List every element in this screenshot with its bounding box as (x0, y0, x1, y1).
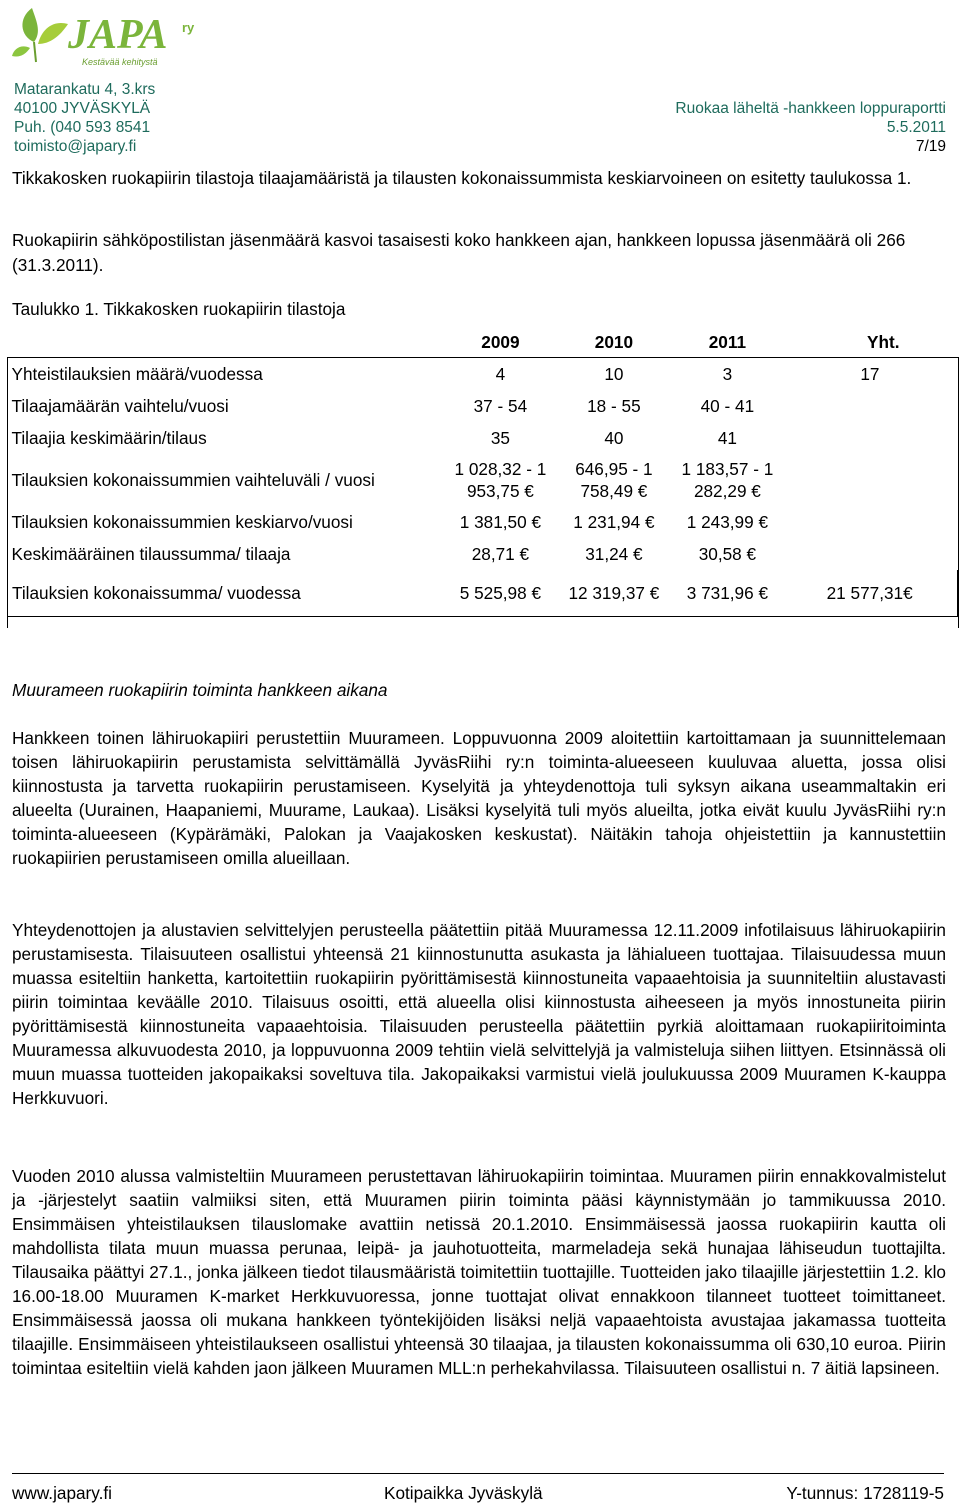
address-phone: Puh. (040 593 8541 (14, 119, 151, 136)
address-email: toimisto@japary.fi (14, 138, 137, 155)
table-cell: 35 (490, 428, 510, 448)
logo-suffix: ry (182, 20, 195, 35)
table-cell: 37 - 54 (473, 396, 528, 416)
table-cell (782, 538, 957, 570)
row-label: Tilauksien kokonaissumma/ vuodessa (8, 570, 446, 617)
table-row (8, 570, 958, 617)
leaf-icon (22, 8, 37, 42)
table-cell: 17 (860, 364, 880, 384)
table-row (8, 454, 958, 506)
address-street: Matarankatu 4, 3.krs (14, 81, 156, 98)
section-paragraph-1: Hankkeen toinen lähiruokapiiri perustettiin Muurameen. Loppuvuonna 2009 aloitettiin kartoittamaan ja suunnittelemaan toisen lähiruokapiirin perustamista selvittämällä JyväsRiihi ry:n toiminta-alueeseen kuuluvaa aluetta, jossa olisi kiinnostusta ja tarvetta ruokapiirin perustamiseen. Kyselyitä ja yhteydenottoja tuli syksyn aikana useammaltakin eri alueelta (Uurainen, Haapaniemi, Muurame, Laukaa). Lisäksi kyselyitä tuli myös alueilta, jotka eivät kuulu JyväsRiihi ry:n toiminta-alueeseen (Kypärämäki, Palokan ja Vaajakosken keskustat). Näitäkin tahoja ohjeistettiin ja kannustettiin ruokapiirien perustamiseen omilla alueillaan. (12, 728, 946, 868)
table-row (8, 390, 958, 422)
row-label: Yhteistilauksien määrä/vuodessa (11, 363, 263, 384)
report-date: 5.5.2011 (886, 119, 946, 136)
table-header-cell: 2009 (481, 332, 520, 353)
table-cell: 1 183,57 - 1 282,29 € (681, 459, 774, 501)
table-row (8, 358, 958, 391)
footer-divider (12, 1473, 944, 1474)
table-cell (782, 506, 957, 538)
japa-logo-graphic (12, 2, 202, 68)
intro-paragraph-1: Tikkakosken ruokapiirin tilastoja tilaajamääristä ja tilausten kokonaissummista keskiarvoineen on esitetty taulukossa 1. (12, 168, 912, 188)
report-title: Ruokaa läheltä -hankkeen loppuraportti (675, 100, 946, 117)
table-cell: 646,95 - 1 758,49 € (575, 459, 653, 501)
footer-city: Kotipaikka Jyväskylä (384, 1483, 543, 1503)
leaf-icon (38, 23, 68, 44)
table-row (8, 506, 958, 538)
footer-business-id: Y-tunnus: 1728119-5 (786, 1483, 944, 1503)
address-block (14, 80, 155, 156)
table-cell: 5 525,98 € (445, 570, 555, 617)
footer-website: www.japary.fi (12, 1483, 112, 1503)
table-cell: 3 (722, 363, 733, 384)
header-right (675, 99, 946, 156)
leaf-icon (12, 46, 30, 56)
address-city: 40100 JYVÄSKYLÄ (14, 100, 151, 117)
table-cell: 4 (495, 363, 506, 384)
table-cell: 3 731,96 € (672, 570, 782, 617)
japa-logo (12, 2, 202, 68)
logo-wordmark: JAPA (68, 12, 168, 58)
table-cell: 1 231,94 € (573, 512, 655, 532)
row-label: Keskimääräinen tilaussumma/ tilaaja (11, 544, 291, 564)
table-cell (782, 454, 957, 506)
table-row (8, 538, 958, 570)
table-header-cell: 2011 (708, 332, 747, 353)
table-cell: 1 381,50 € (459, 512, 542, 532)
section-paragraph-3: Vuoden 2010 alussa valmisteltiin Muurameen perustettavan lähiruokapiirin toimintaa. Muuramen piirin ennakkovalmistelut ja -järjestelyt saatiin valmiiksi siten, että Muuramen piirin toiminta pääsi käynnistymään jo tammikuussa 2010. Ensimmäisen yhteistilauksen tilauslomake avattiin netissä 20.1.2010. Ensimmäisessä jaossa ruokapiirin kautta oli mahdollista tilata muun muassa perunaa, leipä- ja jauhotuotteita, marmeladeja sekä hunajaa lähiseudun tuottajilta. Tilausaika päättyi 27.1., jonka jälkeen tiedot tilausmääristä toimitettiin tuottajille. Tuotteiden jako tilaajille järjestettiin 1.2. klo 16.00-18.00 Muuramen K-market Herkkuvuoressa, jonne tuottajat olivat ennakkoon tilanneet tuotteet toimittaneet. Ensimmäisessä jaossa oli mukana hankkeen työntekijöiden lisäksi neljä vapaaehtoista avustajaa jakamassa tuotteita tilaajille. Ensimmäiseen yhteistilaukseen osallistui yhteensä 30 tilaajaa, ja tilausten kokonaissumma oli 630,10 euroa. Piirin toimintaa esiteltiin vielä kahden jaon jälkeen Muuramen MLL:n perhekahvilassa. Tilaisuuteen osallistui n. 7 äitiä lapsineen. (12, 1166, 946, 1378)
row-label: Tilauksien kokonaissummien vaihteluväli / vuosi (11, 470, 375, 490)
table-cell: 30,58 € (698, 544, 757, 564)
intro-paragraph-2: Ruokapiirin sähköpostilistan jäsenmäärä kasvoi tasaisesti koko hankkeen ajan, hankkeen lopussa jäsenmäärä oli 266 (31.3.2011). (12, 230, 906, 275)
stats-table (7, 327, 958, 617)
table-cell: 41 (717, 428, 737, 448)
table-cell: 31,24 € (585, 544, 643, 564)
table-header-cell: 2010 (594, 332, 634, 353)
table-cell: 12 319,37 € (555, 570, 672, 617)
table-cell: 40 (604, 428, 624, 448)
table-cell (782, 422, 957, 454)
logo-tagline: Kestävää kehitystä (82, 57, 158, 67)
row-label: Tilaajamäärän vaihtelu/vuosi (11, 396, 229, 416)
table-cell: 10 (604, 363, 624, 384)
row-label: Tilaajia keskimäärin/tilaus (11, 428, 207, 448)
table-cell: 1 243,99 € (686, 512, 769, 532)
section-title: Muurameen ruokapiirin toiminta hankkeen aikana (12, 680, 388, 700)
row-label: Tilauksien kokonaissummien keskiarvo/vuosi (11, 512, 353, 532)
table-header-row (8, 327, 958, 358)
table-caption: Taulukko 1. Tikkakosken ruokapiirin tilastoja (12, 299, 346, 319)
table-cell: 1 028,32 - 1 953,75 € (454, 459, 547, 501)
page-number: 7/19 (915, 138, 946, 155)
section-paragraph-2: Yhteydenottojen ja alustavien selvittelyjen perusteella päätettiin pitää Muuramessa 12.11.2009 infotilaisuus lähiruokapiirin perustamisesta. Tilaisuuteen osallistui yhteensä 21 kiinnostunutta asukasta ja lähialueen tuottajaa. Tilaisuudessa muun muassa esiteltiin hanketta, kartoitettiin ruokapiirin pyörittämisestä kiinnostuneita vapaaehtoisia ja suunniteltiin alustavasti piirin toimintaa keväälle 2010. Tilaisuus osoitti, että alueella olisi kiinnostusta aiheeseen ja myös innostuneita piirin pyörittämisestä kiinnostuneita vapaaehtoisia. Tilaisuuden perusteella päätettiin pyrkiä aloittamaan ruokapiiritoiminta Muuramessa alkuvuodesta 2010, ja loppuvuonna 2009 tehtiin vielä selvittelyjä ja valmisteluja siihen liittyen. Etsinnässä oli muun muassa tuotteiden jakopaikaksi soveltuva tila. Jakopaikaksi varmistui vielä joulukuussa 2009 Muuramen K-kauppa Herkkuvuori. (12, 920, 946, 1108)
table-cell: 18 - 55 (587, 396, 641, 416)
table-row (8, 422, 958, 454)
table-cell: 40 - 41 (700, 396, 755, 416)
table-cell: 21 577,31€ (782, 570, 957, 617)
table-cell: 28,71 € (471, 544, 530, 564)
table-header-cell: Yht. (782, 327, 957, 358)
table-cell (782, 390, 957, 422)
